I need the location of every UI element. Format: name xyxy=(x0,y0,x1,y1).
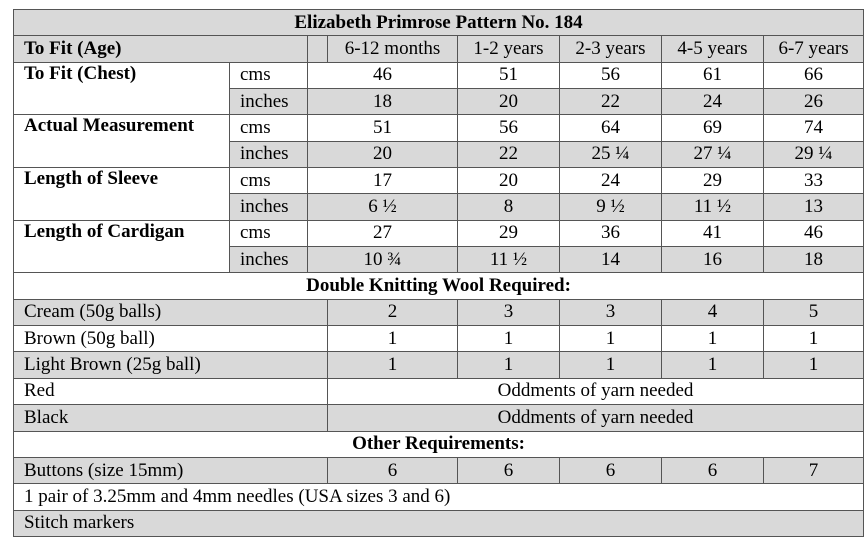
value-cell: 51 xyxy=(308,115,458,141)
value-cell: 8 xyxy=(458,194,560,220)
value-cell: 9 ½ xyxy=(560,194,662,220)
wool-value: 2 xyxy=(328,299,458,325)
wool-value: 1 xyxy=(560,326,662,352)
measurement-label: To Fit (Chest) xyxy=(14,62,230,115)
value-cell: 14 xyxy=(560,247,662,273)
unit-inches: inches xyxy=(230,247,308,273)
value-cell: 11 ½ xyxy=(458,247,560,273)
age-size-4: 4-5 years xyxy=(662,36,764,62)
buttons-value: 6 xyxy=(458,457,560,483)
value-cell: 74 xyxy=(764,115,864,141)
wool-label: Brown (50g ball) xyxy=(14,326,328,352)
unit-cms: cms xyxy=(230,220,308,246)
unit-inches: inches xyxy=(230,194,308,220)
age-size-5: 6-7 years xyxy=(764,36,864,62)
value-cell: 33 xyxy=(764,168,864,194)
wool-section-heading: Double Knitting Wool Required: xyxy=(14,273,864,299)
value-cell: 56 xyxy=(560,62,662,88)
value-cell: 36 xyxy=(560,220,662,246)
value-cell: 11 ½ xyxy=(662,194,764,220)
wool-value: 1 xyxy=(328,326,458,352)
buttons-value: 7 xyxy=(764,457,864,483)
measurement-label: Length of Cardigan xyxy=(14,220,230,273)
value-cell: 24 xyxy=(560,168,662,194)
wool-value: 1 xyxy=(764,352,864,378)
oddment-note: Oddments of yarn needed xyxy=(328,405,864,431)
buttons-value: 6 xyxy=(328,457,458,483)
pattern-sizing-table xyxy=(13,9,864,537)
value-cell: 13 xyxy=(764,194,864,220)
age-size-1: 6-12 months xyxy=(328,36,458,62)
value-cell: 29 ¼ xyxy=(764,141,864,167)
value-cell: 29 xyxy=(458,220,560,246)
value-cell: 27 xyxy=(308,220,458,246)
wool-value: 1 xyxy=(458,352,560,378)
value-cell: 22 xyxy=(458,141,560,167)
value-cell: 24 xyxy=(662,89,764,115)
measurement-label: Actual Measurement xyxy=(14,115,230,168)
stitch-markers-requirement: Stitch markers xyxy=(14,510,864,536)
value-cell: 26 xyxy=(764,89,864,115)
age-row-spacer xyxy=(308,36,328,62)
value-cell: 51 xyxy=(458,62,560,88)
value-cell: 16 xyxy=(662,247,764,273)
other-section-heading: Other Requirements: xyxy=(14,431,864,457)
wool-value: 5 xyxy=(764,299,864,325)
wool-value: 4 xyxy=(662,299,764,325)
oddment-label: Red xyxy=(14,378,328,404)
wool-value: 3 xyxy=(458,299,560,325)
value-cell: 20 xyxy=(458,89,560,115)
wool-value: 1 xyxy=(560,352,662,378)
oddment-note: Oddments of yarn needed xyxy=(328,378,864,404)
wool-label: Light Brown (25g ball) xyxy=(14,352,328,378)
wool-value: 1 xyxy=(328,352,458,378)
unit-inches: inches xyxy=(230,89,308,115)
wool-value: 1 xyxy=(764,326,864,352)
unit-cms: cms xyxy=(230,115,308,141)
value-cell: 64 xyxy=(560,115,662,141)
measurement-label: Length of Sleeve xyxy=(14,168,230,221)
value-cell: 10 ¾ xyxy=(308,247,458,273)
value-cell: 41 xyxy=(662,220,764,246)
value-cell: 46 xyxy=(308,62,458,88)
oddment-label: Black xyxy=(14,405,328,431)
age-size-2: 1-2 years xyxy=(458,36,560,62)
unit-cms: cms xyxy=(230,168,308,194)
table-title: Elizabeth Primrose Pattern No. 184 xyxy=(14,10,864,36)
needles-requirement: 1 pair of 3.25mm and 4mm needles (USA sizes 3 and 6) xyxy=(14,484,864,510)
buttons-value: 6 xyxy=(560,457,662,483)
value-cell: 18 xyxy=(308,89,458,115)
wool-value: 1 xyxy=(662,326,764,352)
wool-value: 3 xyxy=(560,299,662,325)
age-size-3: 2-3 years xyxy=(560,36,662,62)
value-cell: 56 xyxy=(458,115,560,141)
value-cell: 69 xyxy=(662,115,764,141)
value-cell: 22 xyxy=(560,89,662,115)
value-cell: 29 xyxy=(662,168,764,194)
wool-value: 1 xyxy=(662,352,764,378)
unit-inches: inches xyxy=(230,141,308,167)
value-cell: 46 xyxy=(764,220,864,246)
value-cell: 20 xyxy=(308,141,458,167)
wool-label: Cream (50g balls) xyxy=(14,299,328,325)
value-cell: 27 ¼ xyxy=(662,141,764,167)
unit-cms: cms xyxy=(230,62,308,88)
buttons-label: Buttons (size 15mm) xyxy=(14,457,328,483)
value-cell: 17 xyxy=(308,168,458,194)
value-cell: 18 xyxy=(764,247,864,273)
age-row-label: To Fit (Age) xyxy=(14,36,308,62)
wool-value: 1 xyxy=(458,326,560,352)
value-cell: 66 xyxy=(764,62,864,88)
value-cell: 20 xyxy=(458,168,560,194)
value-cell: 6 ½ xyxy=(308,194,458,220)
buttons-value: 6 xyxy=(662,457,764,483)
value-cell: 25 ¼ xyxy=(560,141,662,167)
value-cell: 61 xyxy=(662,62,764,88)
